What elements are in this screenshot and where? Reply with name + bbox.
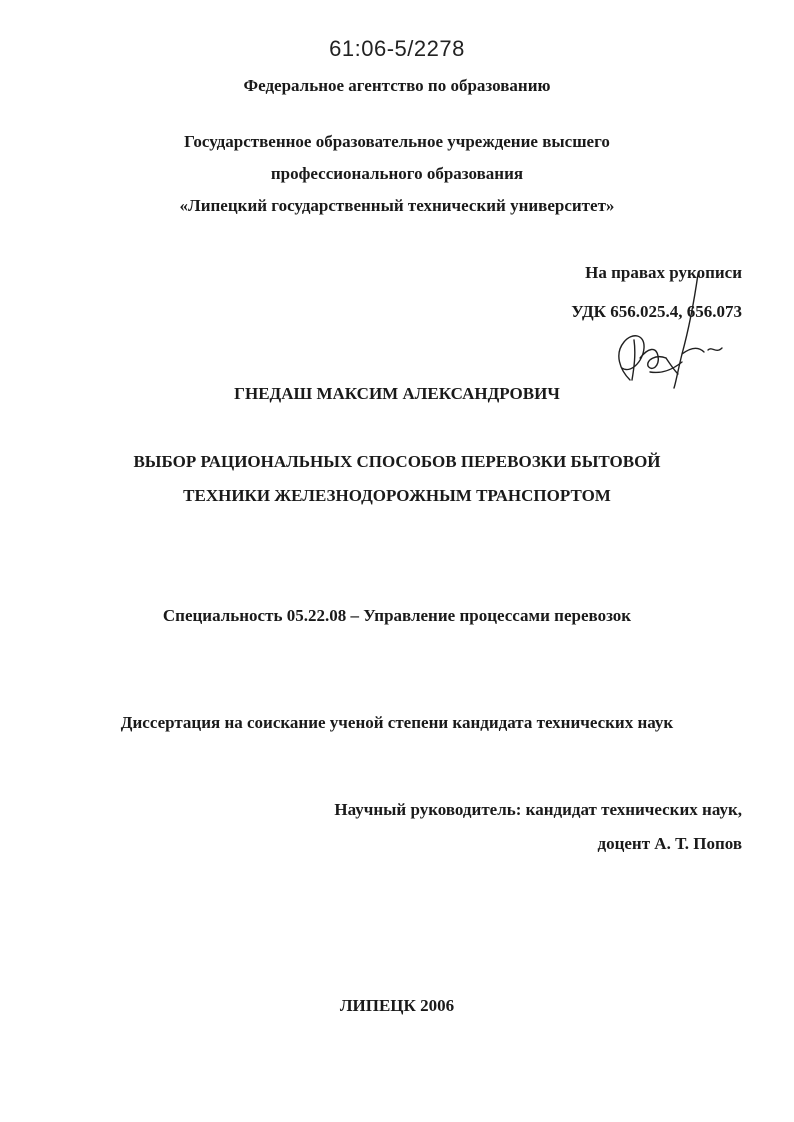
institution-line-3: «Липецкий государственный технический университет» [179,196,615,215]
supervisor-line-1: Научный руководитель: кандидат технических наук, [334,800,742,819]
title-line-1: ВЫБОР РАЦИОНАЛЬНЫХ СПОСОБОВ ПЕРЕВОЗКИ БЫТОВОЙ [133,452,661,471]
city-year: ЛИПЕЦК 2006 [339,996,455,1015]
specialty: Специальность 05.22.08 – Управление процессами перевозок [162,606,632,625]
manuscript-rights: На правах рукописи [585,263,742,282]
dissertation-degree: Диссертация на соискание ученой степени кандидата технических наук [120,713,674,732]
author-signature [590,262,730,392]
institution-line-1: Государственное образовательное учреждение высшего [184,132,610,151]
agency-name: Федеральное агентство по образованию [243,76,551,95]
udc-code: УДК 656.025.4, 656.073 [571,302,742,321]
archive-stamp-code: 61:06-5/2278 [329,36,465,61]
supervisor-line-2: доцент А. Т. Попов [597,834,742,853]
title-line-2: ТЕХНИКИ ЖЕЛЕЗНОДОРОЖНЫМ ТРАНСПОРТОМ [183,486,611,505]
institution-line-2: профессионального образования [270,164,524,183]
author-name: ГНЕДАШ МАКСИМ АЛЕКСАНДРОВИЧ [234,384,560,403]
